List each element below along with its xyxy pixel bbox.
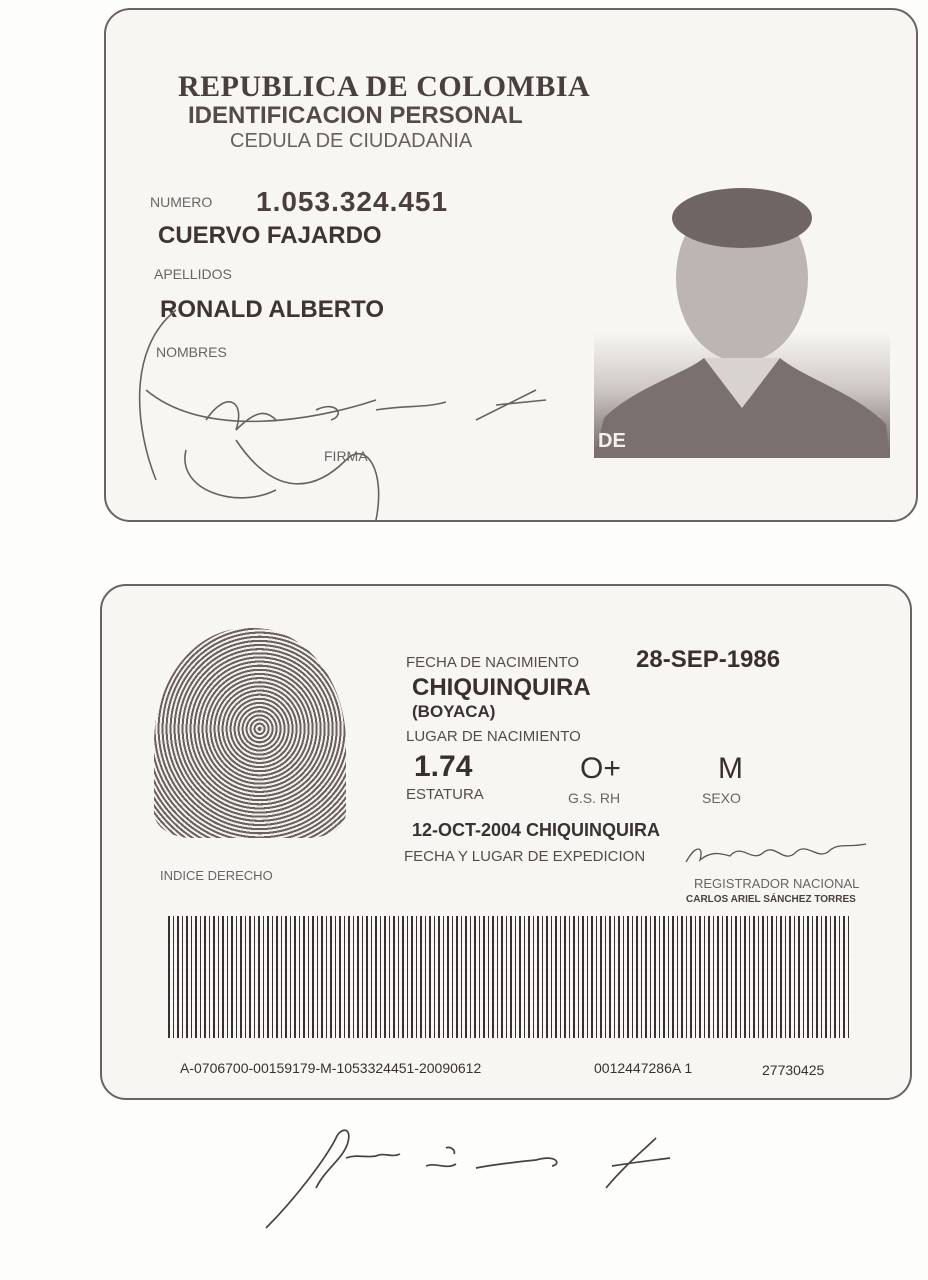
fingerprint-image [154,628,346,838]
country-title: REPUBLICA DE COLOMBIA [178,70,591,103]
pdf417-barcode [168,916,852,1038]
registrar-title: REGISTRADOR NACIONAL [694,876,860,891]
registrar-name: CARLOS ARIEL SÁNCHEZ TORRES [686,894,856,905]
number-label: NUMERO [150,194,213,210]
id-card-front [104,8,918,522]
photo-text: DE [598,430,626,452]
sex-label: SEXO [702,790,741,806]
id-number: 1.053.324.451 [256,186,449,217]
birth-date-label: FECHA DE NACIMIENTO [406,654,580,671]
blood-type-value: O+ [580,752,621,785]
issue-date-place: 12-OCT-2004 CHIQUINQUIRA [412,820,661,840]
surnames-value: CUERVO FAJARDO [158,222,382,249]
document-name: CEDULA DE CIUDADANIA [230,130,473,152]
birth-place-region: (BOYACA) [412,702,496,721]
signature-scribble [116,290,576,520]
bottom-signature [256,1118,686,1238]
sex-value: M [718,752,743,785]
surnames-label: APELLIDOS [154,266,232,282]
portrait-photo [594,178,890,458]
birth-place-city: CHIQUINQUIRA [412,674,591,701]
blood-type-label: G.S. RH [568,790,621,806]
birth-date: 28-SEP-1986 [636,646,781,673]
code-line-2: 0012447286A 1 [594,1060,693,1076]
given-names-label: NOMBRES [156,344,227,360]
height-value: 1.74 [414,750,473,783]
height-label: ESTATURA [406,786,484,803]
registrar-signature [682,834,872,874]
signature-label: FIRMA [324,448,368,464]
code-line-1: A-0706700-00159179-M-1053324451-20090612 [180,1060,482,1076]
birth-place-label: LUGAR DE NACIMIENTO [406,728,581,745]
given-names-value: RONALD ALBERTO [160,296,384,323]
code-line-3: 27730425 [762,1062,825,1078]
fingerprint-label: INDICE DERECHO [160,868,273,883]
issue-label: FECHA Y LUGAR DE EXPEDICION [404,848,646,865]
portrait-silhouette [594,178,890,458]
id-card-back [100,584,912,1100]
document-type: IDENTIFICACION PERSONAL [188,102,523,129]
